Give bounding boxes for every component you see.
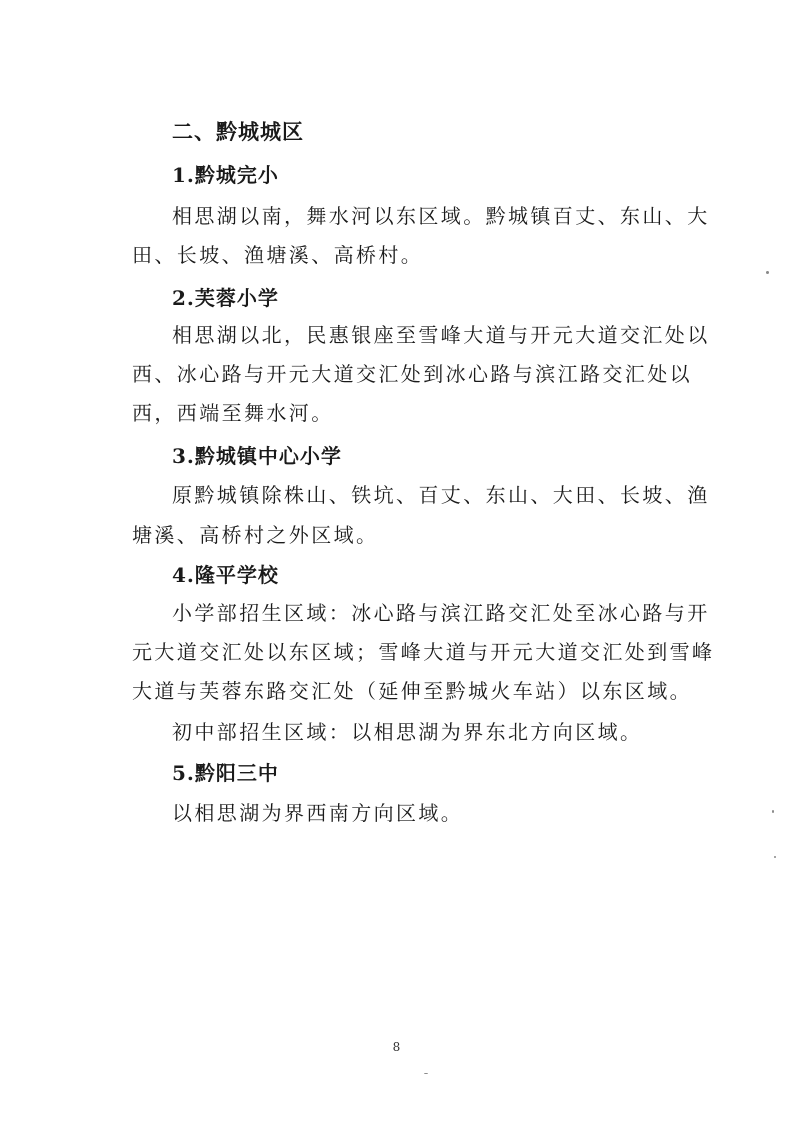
scan-speck [774,856,776,858]
page-number: 8 [392,1040,401,1054]
scan-speck [424,1073,428,1074]
paragraph-line: 西、冰心路与开元大道交汇处到冰心路与滨江路交汇处以 [132,362,692,386]
school-heading-4: 4.隆平学校 [172,563,279,587]
paragraph-line: 初中部招生区域：以相思湖为界东北方向区域。 [172,720,643,744]
school-heading-5: 5.黔阳三中 [172,761,279,785]
scan-speck [772,810,774,813]
paragraph-line: 元大道交汇处以东区域；雪峰大道与开元大道交汇处到雪峰 [132,640,715,664]
paragraph-line: 大道与芙蓉东路交汇处（延伸至黔城火车站）以东区域。 [132,679,692,703]
scan-speck [766,271,769,274]
paragraph-line: 小学部招生区域：冰心路与滨江路交汇处至冰心路与开 [172,601,710,625]
school-heading-3: 3.黔城镇中心小学 [172,444,342,468]
paragraph-line: 原黔城镇除株山、铁坑、百丈、东山、大田、长坡、渔 [172,483,710,507]
paragraph-line: 塘溪、高桥村之外区域。 [132,523,379,547]
paragraph-line: 相思湖以北，民惠银座至雪峰大道与开元大道交汇处以 [172,323,710,347]
paragraph-line: 以相思湖为界西南方向区域。 [172,801,464,825]
paragraph-line: 田、长坡、渔塘溪、高桥村。 [132,243,424,267]
school-heading-1: 1.黔城完小 [172,163,279,187]
paragraph-line: 相思湖以南，舞水河以东区域。黔城镇百丈、东山、大 [172,204,710,228]
section-title: 二、黔城城区 [172,120,304,144]
paragraph-line: 西，西端至舞水河。 [132,401,334,425]
school-heading-2: 2.芙蓉小学 [172,286,279,310]
